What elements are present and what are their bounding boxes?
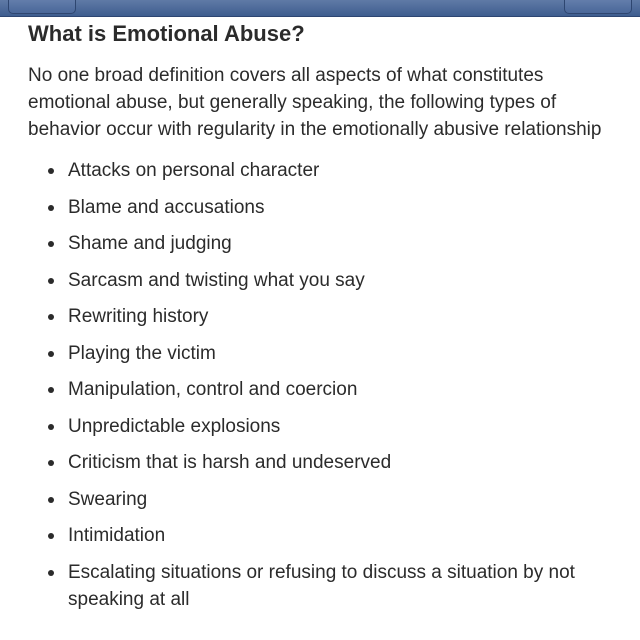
navigation-bar [0,0,640,17]
list-item-text: Unpredictable explosions [68,415,281,437]
list-item [28,522,618,549]
bullet-icon [48,241,54,247]
list-item-text: Escalating situations or refusing to discuss a situation by not speaking at all [68,561,575,610]
list-item [28,559,618,613]
list-item [28,157,618,184]
list-item [28,449,618,476]
list-item-text: Intimidation [68,525,166,546]
article-content [28,18,618,622]
bullet-icon [48,570,54,576]
bullet-icon [48,205,54,211]
list-item [28,376,618,403]
back-button[interactable] [8,0,76,14]
list-item-text: Shame and judging [68,233,232,254]
action-button[interactable] [564,0,632,14]
list-item-text: Manipulation, control and coercion [68,379,358,400]
list-item-text: Criticism that is harsh and undeserved [68,452,392,473]
list-item-text: Attacks on personal character [68,160,320,181]
list-item [28,413,618,440]
bullet-icon [48,314,54,320]
list-item-text: Swearing [68,488,148,510]
list-item [28,486,618,513]
bullet-icon [48,168,54,174]
bullet-icon [48,460,54,466]
bullet-icon [48,351,54,357]
article-intro: No one broad definition covers all aspects of what constitutes emotional abuse, but generally speaking, the following types of behavior occur with regularity in the emotionally abusive relationship [28,65,602,140]
list-item-text: Blame and accusations [68,196,265,218]
list-item-text: Playing the victim [68,342,216,364]
behavior-list [28,157,618,613]
list-item [28,230,618,257]
bullet-icon [48,424,54,430]
article-title: What is Emotional Abuse? [28,21,305,46]
list-item [28,194,618,221]
list-item [28,267,618,294]
list-item-text: Rewriting history [68,306,209,327]
bullet-icon [48,278,54,284]
bullet-icon [48,387,54,393]
bullet-icon [48,533,54,539]
bullet-icon [48,497,54,503]
list-item [28,340,618,367]
list-item [28,303,618,330]
list-item-text: Sarcasm and twisting what you say [68,269,365,291]
